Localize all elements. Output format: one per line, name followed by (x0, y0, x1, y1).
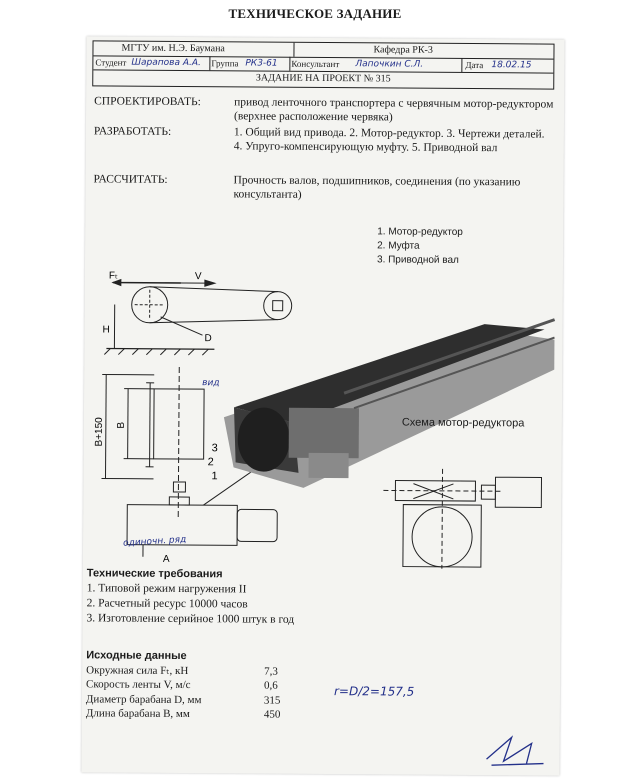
b150-label: B+150 (93, 417, 105, 447)
calculate-text: Прочность валов, подшипников, соединения (по указанию консультанта) (233, 174, 521, 201)
calculate-label: РАССЧИТАТЬ: (93, 173, 168, 186)
force-label: Fₜ (108, 270, 119, 282)
group-label: Группа (211, 58, 239, 69)
assignment-sheet (81, 36, 564, 775)
legend-item: 2. Муфта (377, 240, 420, 252)
source-data (86, 648, 301, 722)
conveyor-photo (223, 317, 554, 489)
param-name: Диаметр барабана D, мм (85, 692, 202, 706)
divider (209, 56, 210, 70)
requirement-item: 1. Типовой режим нагружения II (86, 582, 247, 596)
develop-label: РАЗРАБОТАТЬ: (93, 125, 172, 138)
legend-item: 3. Приводной вал (376, 254, 459, 266)
drive-drawing (83, 216, 563, 569)
b-label: B (115, 421, 127, 429)
height-label: H (102, 324, 110, 336)
date-label: Дата (465, 59, 484, 71)
group-value: РК3-61 (245, 58, 278, 69)
param-value: 315 (263, 694, 281, 707)
source-row (86, 706, 300, 722)
conveyor-scheme (104, 279, 292, 355)
design-label: СПРОЕКТИРОВАТЬ: (94, 95, 201, 109)
divider (289, 57, 290, 71)
divider (461, 58, 462, 72)
speed-label: V (194, 271, 202, 283)
param-name: Окружная сила Fₜ, кН (86, 663, 189, 677)
tech-requirements (86, 566, 294, 627)
document-title: ТЕХНИЧЕСКОЕ ЗАДАНИЕ (228, 6, 402, 21)
diameter-label: D (204, 333, 212, 345)
gearmotor-scheme (383, 468, 542, 569)
source-data-heading: Исходные данные (86, 649, 187, 663)
department-name: Кафедра РК-3 (373, 44, 433, 56)
source-row (86, 663, 300, 679)
signature (481, 729, 551, 769)
handwritten-note: одиночн. ряд (122, 534, 187, 549)
task-block (93, 94, 554, 201)
callout-2: 2 (207, 456, 214, 469)
requirement-item: 3. Изготовление серийное 1000 штук в год (86, 612, 295, 626)
student-signature: Шарапова А.А. (131, 57, 201, 69)
handwritten-view: вид (202, 378, 220, 389)
handwritten-radius-note: r=D/2=157,5 (333, 684, 415, 699)
param-name: Скорость ленты V, м/с (86, 678, 191, 692)
header-table (92, 40, 554, 89)
university-name: МГТУ им. Н.Э. Баумана (121, 42, 225, 55)
legend-item: 1. Мотор-редуктор (377, 226, 463, 238)
param-value: 0,6 (264, 679, 278, 692)
source-row (86, 677, 300, 693)
param-name: Длина барабана B, мм (85, 707, 190, 721)
develop-text: 1. Общий вид привода. 2. Мотор-редуктор. 3. Чертежи деталей. 4. Упруго-компенсирующую муфту. 5. Приводной вал (233, 126, 545, 155)
callout-1: 1 (211, 470, 218, 483)
assignment-number: ЗАДАНИЕ НА ПРОЕКТ № 315 (255, 72, 391, 85)
consultant-label: Консультант (291, 58, 340, 70)
design-text: привод ленточного транспортера с червячным мотор-редуктором (верхнее расположение червяка) (233, 96, 554, 124)
divider (293, 43, 294, 57)
param-value: 7,3 (264, 665, 278, 678)
consultant-value: Лапочкин С.Л. (355, 59, 424, 70)
date-value: 18.02.15 (491, 60, 532, 71)
callout-3: 3 (211, 442, 218, 455)
source-row (86, 692, 300, 708)
requirement-item: 2. Расчетный ресурс 10000 часов (86, 597, 248, 611)
requirements-heading: Технические требования (86, 567, 223, 581)
student-label: Студент (95, 57, 127, 68)
gearmotor-scheme-title: Схема мотор-редуктора (401, 416, 525, 430)
view-a-label: A (162, 553, 170, 565)
param-value: 450 (263, 708, 281, 721)
